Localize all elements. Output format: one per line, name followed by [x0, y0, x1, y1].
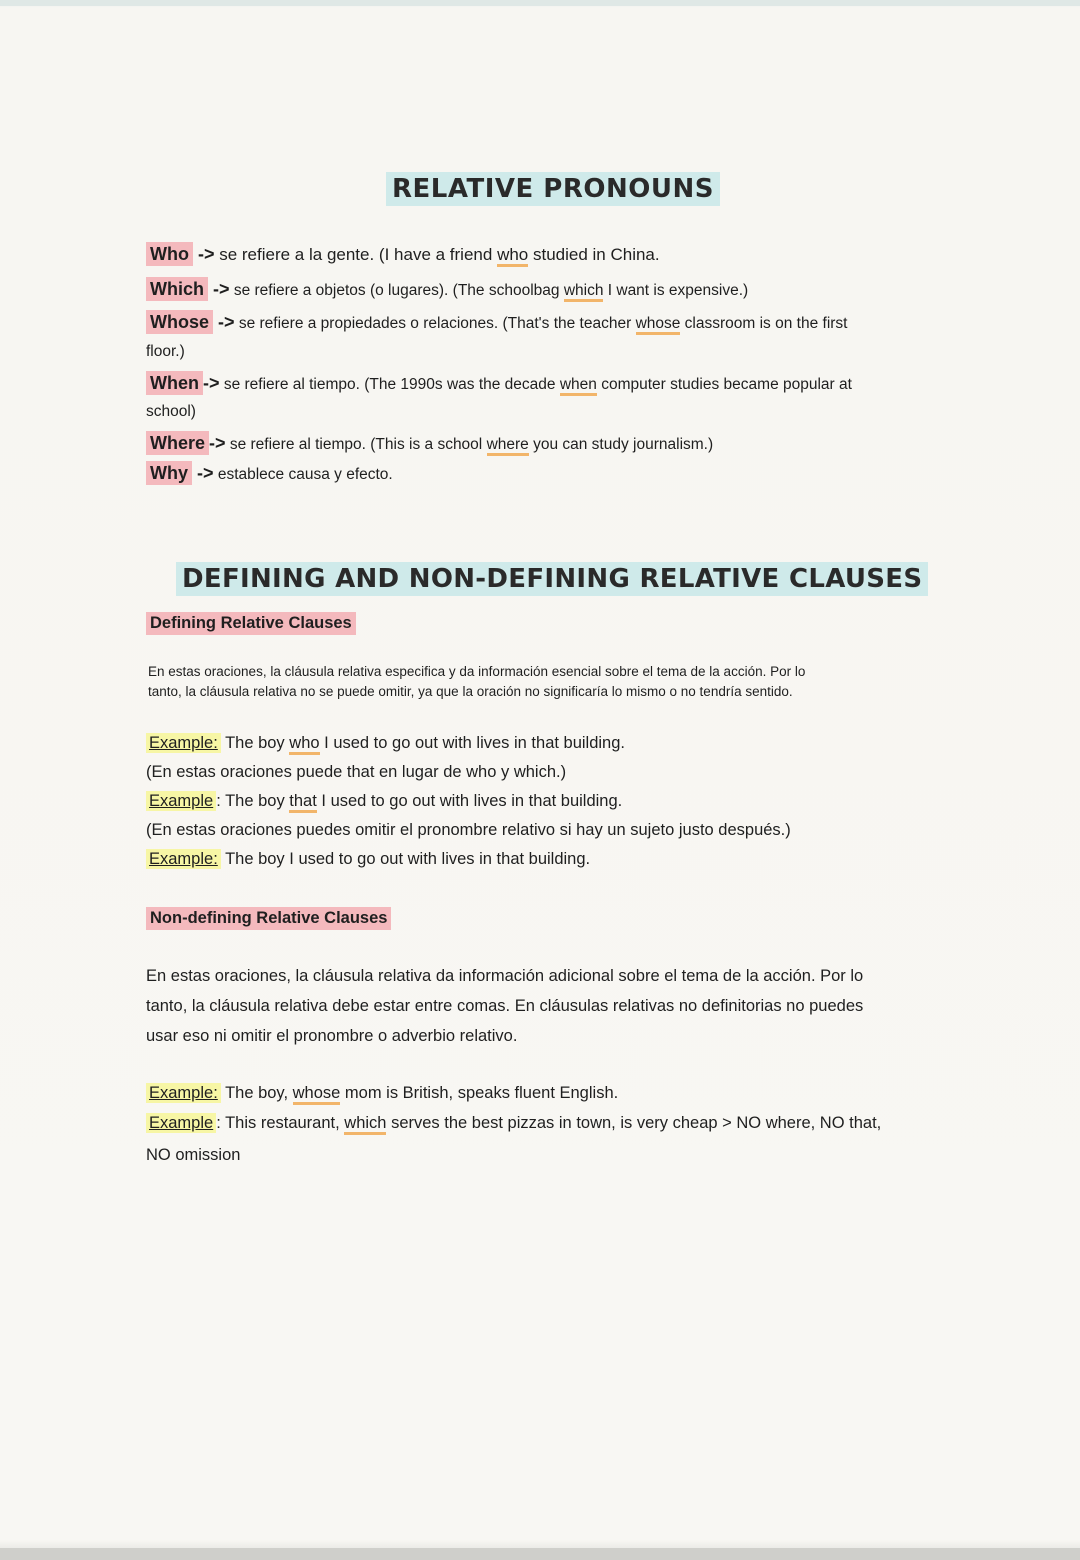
example-keyword: that: [289, 792, 317, 813]
example-keyword: who: [289, 734, 319, 755]
example-text: I used to go out with lives in that building.: [319, 734, 625, 752]
pronoun-term: When: [146, 371, 203, 395]
example-keyword: whose: [293, 1084, 341, 1105]
example-text: The boy: [220, 734, 290, 752]
pronoun-keyword: where: [487, 436, 529, 456]
example-label: Example:: [146, 733, 221, 753]
heading-nondefining-clauses: Non-defining Relative Clauses: [146, 907, 391, 930]
pronoun-keyword: which: [564, 282, 604, 302]
example-label: Example:: [146, 849, 221, 869]
nondefining-description-line: tanto, la cláusula relativa debe estar entre comas. En cláusulas relativas no definitorias no puedes: [146, 997, 864, 1015]
nondefining-example-2-continuation: NO omission: [146, 1146, 241, 1164]
title-relative-pronouns: RELATIVE PRONOUNS: [386, 172, 720, 206]
pronoun-line-who: [146, 244, 660, 265]
pronoun-term: Whose: [146, 310, 213, 334]
pronoun-term: Which: [146, 277, 208, 301]
pronoun-whose-continuation: floor.): [146, 343, 185, 360]
pronoun-term: Why: [146, 461, 192, 485]
page-bottom-edge: [0, 1548, 1080, 1560]
example-text: : This restaurant,: [216, 1114, 345, 1132]
page-top-edge: [0, 0, 1080, 6]
arrow: ->: [213, 312, 235, 332]
example-text: serves the best pizzas in town, is very cheap > NO where, NO that,: [386, 1114, 882, 1132]
pronoun-text: se refiere a propiedades o relaciones. (That's the teacher: [234, 315, 636, 332]
example-text: The boy I used to go out with lives in that building.: [220, 850, 591, 868]
nondefining-example-2: [146, 1114, 881, 1133]
pronoun-text: classroom is on the first: [680, 315, 848, 332]
defining-example-3: [146, 850, 590, 869]
heading-defining-clauses: Defining Relative Clauses: [146, 612, 356, 635]
example-text: The boy,: [220, 1084, 293, 1102]
pronoun-line-which: [146, 279, 748, 300]
pronoun-text: I want is expensive.): [603, 282, 749, 299]
example-text: I used to go out with lives in that building.: [316, 792, 623, 810]
example-label: Example: [146, 791, 216, 811]
arrow: ->: [203, 373, 220, 393]
pronoun-text: se refiere al tiempo. (The 1990s was the decade: [219, 376, 560, 393]
pronoun-keyword: when: [560, 376, 597, 396]
pronoun-when-continuation: school): [146, 403, 196, 420]
defining-example-1: [146, 734, 625, 753]
example-keyword: which: [344, 1114, 386, 1135]
defining-example-2: [146, 792, 622, 811]
example-text: mom is British, speaks fluent English.: [340, 1084, 619, 1102]
nondefining-description-line: En estas oraciones, la cláusula relativa da información adicional sobre el tema de la acción. Por lo: [146, 967, 864, 985]
pronoun-keyword: who: [497, 245, 528, 267]
arrow: ->: [192, 244, 215, 264]
example-text: : The boy: [216, 792, 290, 810]
pronoun-text: computer studies became popular at: [596, 376, 852, 393]
pronoun-text: establece causa y efecto.: [213, 466, 393, 483]
defining-note-2: (En estas oraciones puedes omitir el pronombre relativo si hay un sujeto justo después.): [146, 821, 791, 839]
pronoun-line-when: [146, 373, 852, 394]
pronoun-text: you can study journalism.): [528, 436, 714, 453]
example-label: Example:: [146, 1083, 221, 1103]
arrow: ->: [208, 279, 230, 299]
defining-note-1: (En estas oraciones puede that en lugar de who y which.): [146, 763, 567, 781]
pronoun-term: Who: [146, 242, 193, 266]
pronoun-text: se refiere al tiempo. (This is a school: [225, 436, 487, 453]
pronoun-line-why: [146, 463, 393, 484]
pronoun-text: se refiere a objetos (o lugares). (The schoolbag: [229, 282, 564, 299]
pronoun-line-whose: [146, 312, 847, 333]
nondefining-description-line: usar eso ni omitir el pronombre o adverbio relativo.: [146, 1027, 518, 1045]
nondefining-example-1: [146, 1084, 618, 1103]
arrow: ->: [192, 463, 214, 483]
pronoun-text: studied in China.: [528, 245, 660, 264]
pronoun-term: Where: [146, 431, 209, 455]
pronoun-keyword: whose: [636, 315, 681, 335]
pronoun-line-where: [146, 433, 713, 454]
defining-description-line: En estas oraciones, la cláusula relativa especifica y da información esencial sobre el tema de la acción. Por lo: [148, 664, 806, 679]
title-relative-clauses: DEFINING AND NON-DEFINING RELATIVE CLAUSES: [176, 562, 928, 596]
example-label: Example: [146, 1113, 216, 1133]
pronoun-text: se refiere a la gente. (I have a friend: [214, 245, 498, 264]
defining-description-line: tanto, la cláusula relativa no se puede omitir, ya que la oración no significaría lo mismo o no tendría sentido.: [148, 684, 793, 699]
arrow: ->: [209, 433, 226, 453]
